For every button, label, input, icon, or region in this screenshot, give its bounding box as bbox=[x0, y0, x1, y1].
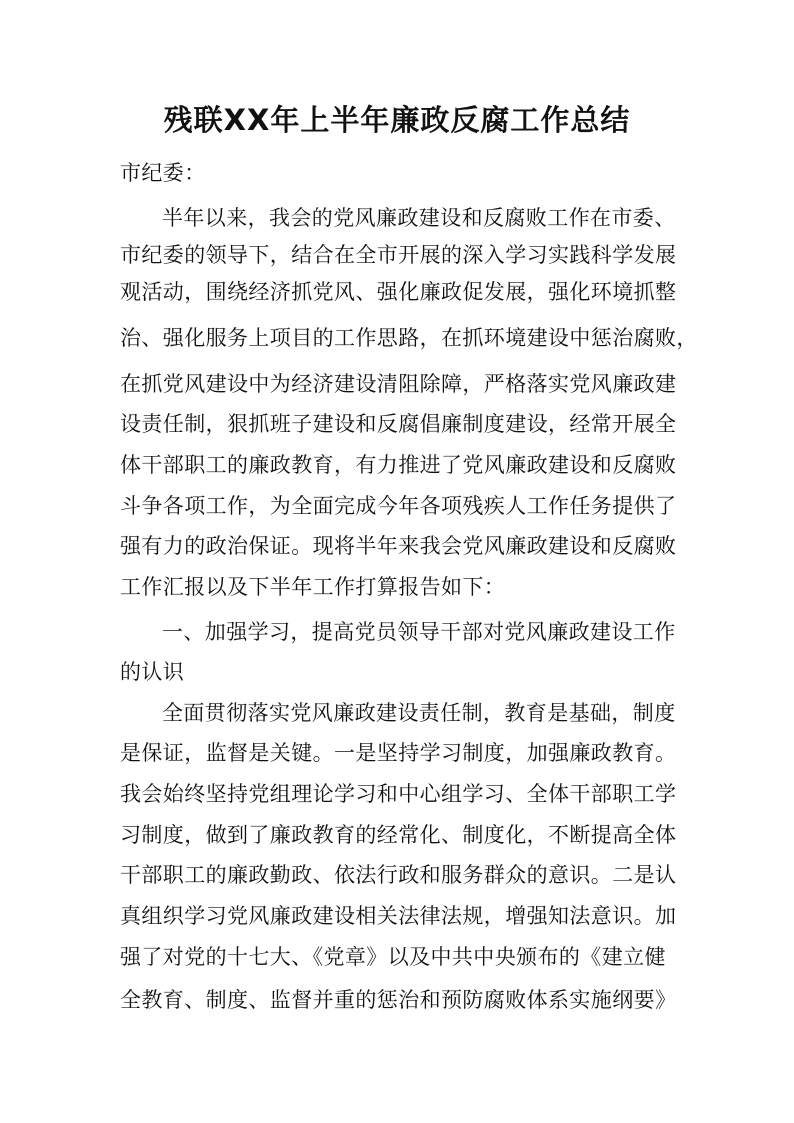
paragraph-line: 干部职工的廉政勤政、依法行政和服务群众的意识。二是认 bbox=[120, 863, 677, 887]
paragraph-line: 市纪委的领导下，结合在全市开展的深入学习实践科学发展 bbox=[120, 243, 677, 267]
paragraph-line: 习制度，做到了廉政教育的经常化、制度化，不断提高全体 bbox=[120, 823, 677, 847]
section-heading-line: 的认识 bbox=[120, 660, 185, 684]
paragraph-line: 半年以来，我会的党风廉政建设和反腐败工作在市委、 bbox=[162, 206, 676, 230]
paragraph-line: 真组织学习党风廉政建设相关法律法规，增强知法意识。加 bbox=[120, 904, 677, 928]
paragraph-line: 全教育、制度、监督并重的惩治和预防腐败体系实施纲要》 bbox=[120, 988, 677, 1012]
paragraph-line: 斗争各项工作，为全面完成今年各项残疾人工作任务提供了 bbox=[120, 494, 677, 518]
paragraph-line: 工作汇报以及下半年工作打算报告如下： bbox=[120, 575, 506, 599]
paragraph-line: 设责任制，狠抓班子建设和反腐倡廉制度建设，经常开展全 bbox=[120, 412, 677, 436]
paragraph-line: 强有力的政治保证。现将半年来我会党风廉政建设和反腐败 bbox=[120, 534, 677, 558]
paragraph-line: 体干部职工的廉政教育，有力推进了党风廉政建设和反腐败 bbox=[120, 453, 677, 477]
document-title: 残联XX年上半年廉政反腐工作总结 bbox=[163, 103, 631, 137]
paragraph-line: 治、强化服务上项目的工作思路，在抓环境建设中惩治腐败， bbox=[120, 326, 698, 350]
paragraph-line: 我会始终坚持党组理论学习和中心组学习、全体干部职工学 bbox=[120, 782, 677, 806]
paragraph-line: 观活动，围绕经济抓党风、强化廉政促发展，强化环境抓整 bbox=[120, 280, 677, 304]
paragraph-line: 是保证，监督是关键。一是坚持学习制度，加强廉政教育。 bbox=[120, 741, 677, 765]
paragraph-line: 在抓党风建设中为经济建设清阻除障，严格落实党风廉政建 bbox=[120, 372, 677, 396]
section-heading-line: 一、加强学习，提高党员领导干部对党风廉政建设工作 bbox=[162, 620, 676, 644]
paragraph-line: 强了对党的十七大、《党章》以及中共中央颁布的《建立健 bbox=[120, 945, 666, 969]
salutation: 市纪委： bbox=[120, 161, 206, 185]
paragraph-line: 全面贯彻落实党风廉政建设责任制，教育是基础，制度 bbox=[162, 701, 676, 725]
